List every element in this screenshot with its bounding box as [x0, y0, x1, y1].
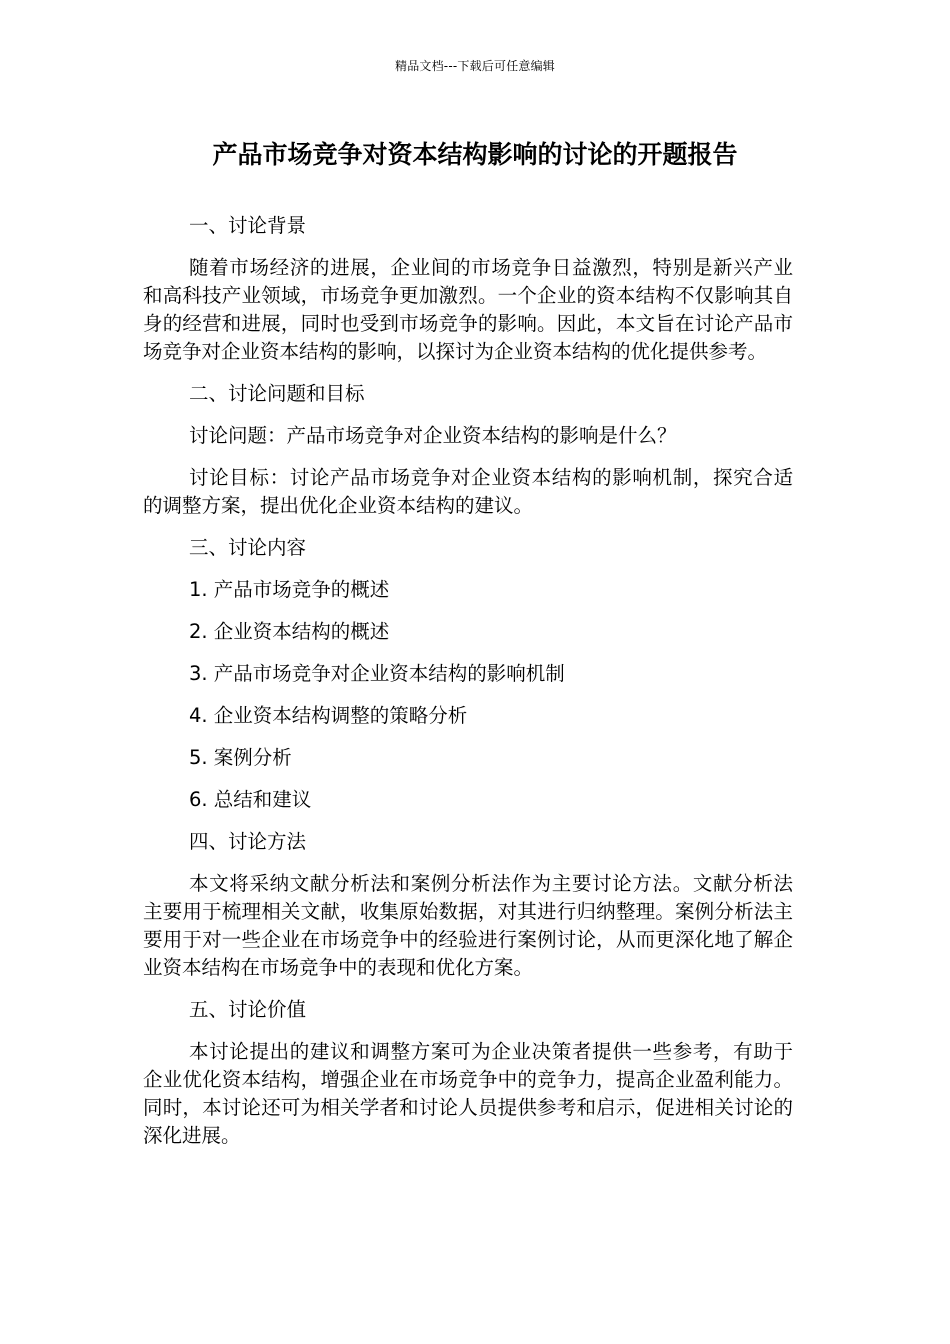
section-heading-questions: 二、讨论问题和目标	[189, 382, 365, 405]
section-heading-value: 五、讨论价值	[189, 998, 307, 1021]
section-heading-background: 一、讨论背景	[189, 214, 307, 237]
section-heading-content: 三、讨论内容	[189, 536, 307, 559]
content-list-item: 6. 总结和建议	[189, 788, 312, 811]
section-heading-methods: 四、讨论方法	[189, 830, 307, 853]
background-paragraph: 随着市场经济的进展，企业间的市场竞争日益激烈，特别是新兴产业和高科技产业领域，市场竞争更加激烈。一个企业的资本结构不仅影响其自身的经营和进展，同时也受到市场竞争的影响。因此，本文旨在讨论产品市场竞争对企业资本结构的影响，以探讨为企业资本结构的优化提供参考。	[143, 256, 793, 363]
page-header-note: 精品文档---下载后可任意编辑	[395, 59, 555, 73]
content-list-item: 3. 产品市场竞争对企业资本结构的影响机制	[189, 662, 565, 685]
content-list-item: 4. 企业资本结构调整的策略分析	[189, 704, 468, 727]
value-paragraph: 本讨论提出的建议和调整方案可为企业决策者提供一些参考，有助于企业优化资本结构，增强企业在市场竞争中的竞争力，提高企业盈利能力。同时，本讨论还可为相关学者和讨论人员提供参考和启示，促进相关讨论的深化进展。	[143, 1040, 793, 1147]
content-list-item: 5. 案例分析	[189, 746, 292, 769]
methods-paragraph: 本文将采纳文献分析法和案例分析法作为主要讨论方法。文献分析法主要用于梳理相关文献，收集原始数据，对其进行归纳整理。案例分析法主要用于对一些企业在市场竞争中的经验进行案例讨论，从而更深化地了解企业资本结构在市场竞争中的表现和优化方案。	[143, 872, 793, 979]
research-question: 讨论问题：产品市场竞争对企业资本结构的影响是什么？	[189, 424, 677, 447]
content-list-item: 1. 产品市场竞争的概述	[189, 578, 390, 601]
content-list-item: 2. 企业资本结构的概述	[189, 620, 390, 643]
research-goal: 讨论目标：讨论产品市场竞争对企业资本结构的影响机制，探究合适的调整方案，提出优化企业资本结构的建议。	[143, 466, 793, 517]
document-body	[143, 212, 793, 1164]
document-title: 产品市场竞争对资本结构影响的讨论的开题报告	[212, 140, 738, 169]
